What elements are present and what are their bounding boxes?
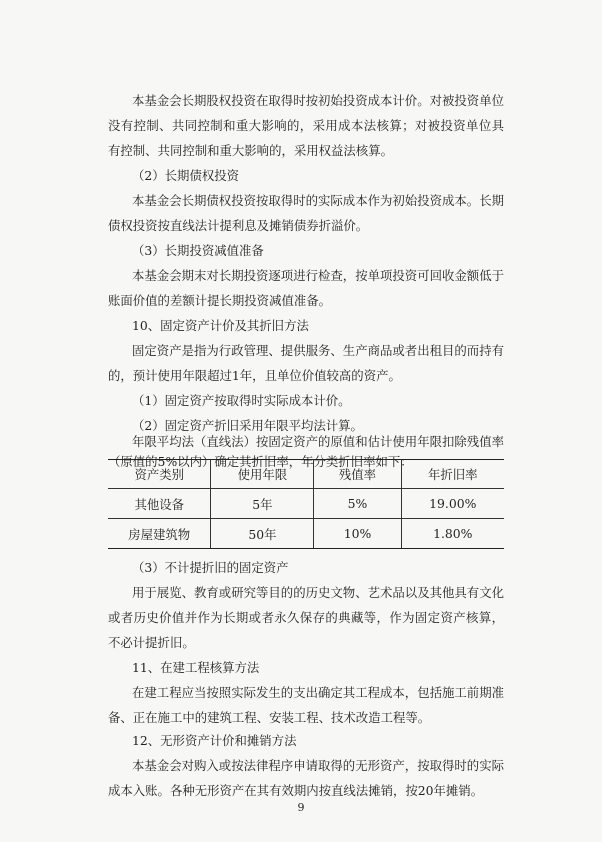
page-number: 9 bbox=[297, 801, 305, 814]
table-row bbox=[108, 489, 504, 519]
heading-non-depreciable-assets: （3）不计提折旧的固定资产 bbox=[132, 560, 289, 575]
paragraph-construction-cost: 在建工程应当按照实际发生的支出确定其工程成本，包括施工前期准备、正在施工中的建筑工程、安装工程、技术改造工程等。 bbox=[108, 685, 504, 725]
paragraph-intangible-amortization: 本基金会对购入或按法律程序申请取得的无形资产，按取得时的实际成本入账。各种无形资产在其有效期内按直线法摊销，按20年摊销。 bbox=[108, 758, 504, 798]
heading-fixed-assets: 10、固定资产计价及其折旧方法 bbox=[132, 318, 309, 333]
column-header-asset-category: 资产类别 bbox=[108, 460, 211, 489]
paragraph-equity-investment: 本基金会长期股权投资在取得时按初始投资成本计价。对被投资单位没有控制、共同控制和重大影响的，采用成本法核算；对被投资单位具有控制、共同控制和重大影响的，采用权益法核算。 bbox=[108, 93, 504, 158]
table-row bbox=[108, 519, 504, 549]
list-item-cost-valuation: （1）固定资产按取得时实际成本计价。 bbox=[132, 393, 351, 408]
heading-intangible-assets: 12、无形资产计价和摊销方法 bbox=[132, 733, 297, 748]
column-header-residual-rate: 残值率 bbox=[314, 460, 401, 489]
column-header-useful-life: 使用年限 bbox=[211, 460, 314, 489]
table-cell: 50年 bbox=[211, 519, 314, 549]
paragraph-debt-investment: 本基金会长期债权投资按取得时的实际成本作为初始投资成本。长期债权投资按直线法计提利息及摊销债券折溢价。 bbox=[108, 193, 504, 233]
list-item-depreciation-method: （2）固定资产折旧采用年限平均法计算。 bbox=[132, 418, 363, 433]
table-cell: 5年 bbox=[211, 489, 314, 519]
paragraph-straight-line-method: 年限平均法（直线法）按固定资产的原值和估计使用年限扣除残值率（原值的5%以内）确定其折旧率，年分类折旧率如下： bbox=[108, 434, 504, 469]
table-cell: 5% bbox=[314, 489, 401, 519]
heading-long-term-debt-investment: （2）长期债权投资 bbox=[132, 168, 240, 183]
table-cell: 1.80% bbox=[401, 519, 504, 549]
depreciation-rate-table bbox=[108, 459, 504, 549]
table-header-row bbox=[108, 460, 504, 489]
column-header-annual-rate: 年折旧率 bbox=[401, 460, 504, 489]
table-cell: 其他设备 bbox=[108, 489, 211, 519]
paragraph-impairment: 本基金会期末对长期投资逐项进行检查，按单项投资可回收金额低于账面价值的差额计提长期投资减值准备。 bbox=[108, 268, 504, 308]
paragraph-fixed-assets-definition: 固定资产是指为行政管理、提供服务、生产商品或者出租目的而持有的，预计使用年限超过1年，且单位价值较高的资产。 bbox=[108, 343, 504, 383]
heading-construction-in-progress: 11、在建工程核算方法 bbox=[132, 660, 260, 675]
table-cell: 房屋建筑物 bbox=[108, 519, 211, 549]
paragraph-cultural-relics: 用于展览、教育或研究等目的的历史文物、艺术品以及其他具有文化或者历史价值并作为长期或者永久保存的典藏等，作为固定资产核算，不必计提折旧。 bbox=[108, 585, 504, 650]
table-cell: 19.00% bbox=[401, 489, 504, 519]
table-cell: 10% bbox=[314, 519, 401, 549]
heading-investment-impairment: （3）长期投资减值准备 bbox=[132, 243, 264, 258]
